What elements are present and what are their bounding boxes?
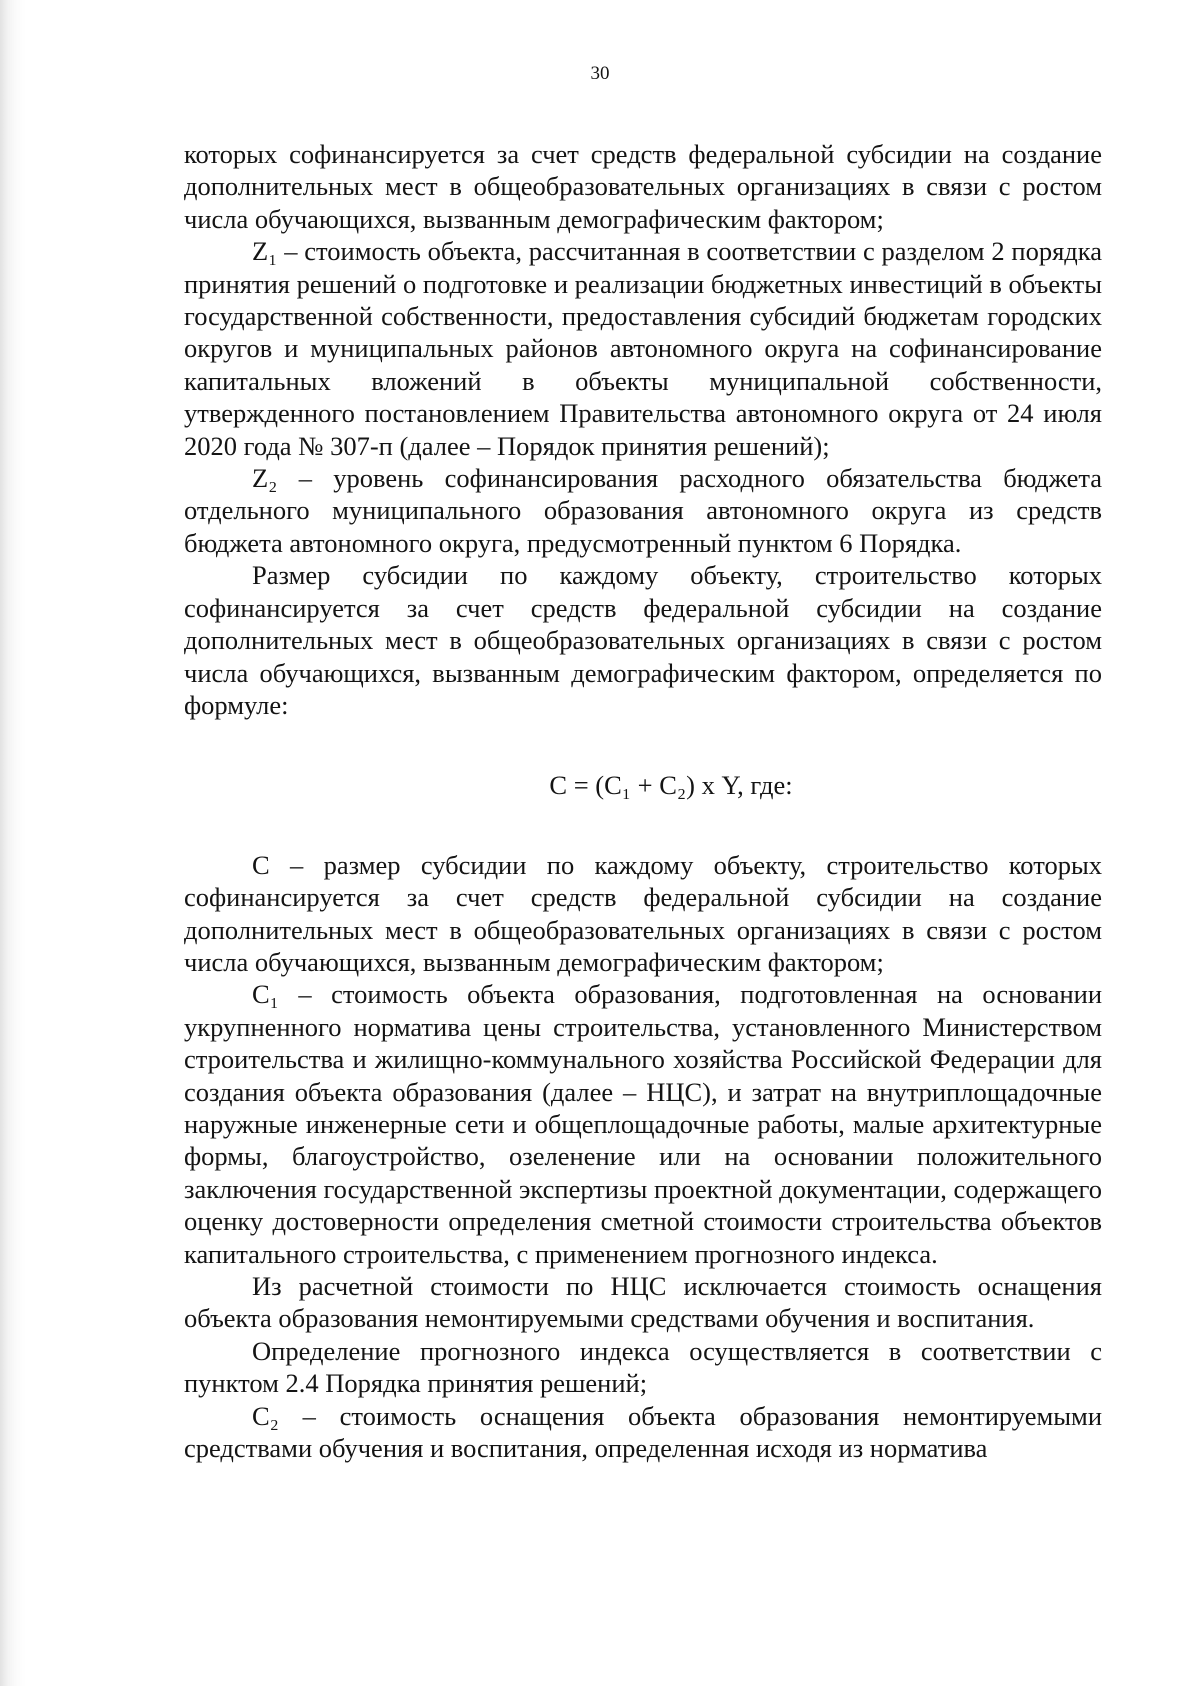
document-body [184,138,1102,1464]
page-number: 30 [590,63,610,84]
paragraph-z2-definition: Z₂ – уровень софинансирования расходного обязательства бюджета отдельного муниципального образования автономного округа из средств бюджета автономного округа, предусмотренный пунктом 6 Порядка. [184,463,1102,558]
formula: С = (С₁ + С₂) х Y, где: [549,770,793,801]
paragraph-z1-definition: Z₁ – стоимость объекта, рассчитанная в соответствии с разделом 2 порядка принятия решений о подготовке и реализации бюджетных инвестиций в объекты государственной собственности, предоставления субсидий бюджетам городских округов и муниципальных районов автономного округа на софинансирование капитальных вложений в объекты муниципальной собственности, утвержденного постановлением Правительства автономного округа от 24 июля 2020 года № 307-п (далее – Порядок принятия решений); [184,236,1102,461]
paragraph-subsidy-size-intro: Размер субсидии по каждому объекту, строительство которых софинансируется за счет средств федеральной субсидии на создание дополнительных мест в общеобразовательных организациях в связи с ростом числа обучающихся, вызванным демографическим фактором, определяется по формуле: [184,560,1102,720]
paragraph-continuation: которых софинансируется за счет средств федеральной субсидии на создание дополнительных мест в общеобразовательных организациях в связи с ростом числа обучающихся, вызванным демографическим фактором; [184,139,1102,234]
paragraph-ncs-exclusion: Из расчетной стоимости по НЦС исключается стоимость оснащения объекта образования немонтируемыми средствами обучения и воспитания. [184,1271,1102,1334]
paragraph-c-definition: С – размер субсидии по каждому объекту, строительство которых софинансируется за счет средств федеральной субсидии на создание дополнительных мест в общеобразовательных организациях в связи с ростом числа обучающихся, вызванным демографическим фактором; [184,849,1102,977]
paragraph-forecast-index: Определение прогнозного индекса осуществляется в соответствии с пунктом 2.4 Порядка принятия решений; [184,1335,1102,1399]
paragraph-c1-definition: С₁ – стоимость объекта образования, подготовленная на основании укрупненного норматива цены строительства, установленного Министерством строительства и жилищно-коммунального хозяйства Российской Федерации для создания объекта образования (далее – НЦС), и затрат на внутриплощадочные наружные инженерные сети и общеплощадочные работы, малые архитектурные формы, благоустройство, озеленение или на основании положительного заключения государственной экспертизы проектной документации, содержащего оценку достоверности определения сметной стоимости строительства объектов капитального строительства, с применением прогнозного индекса. [184,979,1102,1269]
paragraph-c2-definition: С₂ – стоимость оснащения объекта образования немонтируемыми средствами обучения и воспитания, определенная исходя из норматива [184,1400,1102,1464]
scan-shadow-edge [0,0,26,1686]
